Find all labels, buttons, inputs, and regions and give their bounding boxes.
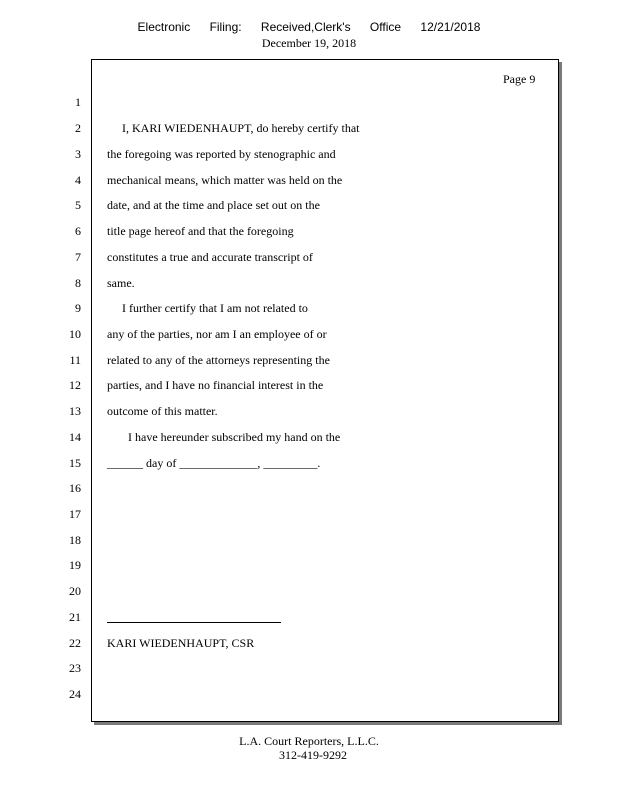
transcript-line: date, and at the time and place set out on the [107, 198, 320, 212]
line-number: 7 [75, 250, 81, 264]
line-number: 20 [69, 584, 81, 598]
electronic-filing-stamp [0, 20, 618, 34]
line-number: 11 [69, 353, 81, 367]
signature-line [107, 622, 281, 623]
transcript-line: I further certify that I am not related to [107, 301, 308, 315]
line-number: 9 [75, 301, 81, 315]
transcript-line: outcome of this matter. [107, 404, 218, 418]
line-number: 15 [69, 456, 81, 470]
line-number: 6 [75, 224, 81, 238]
filing-office: Office [369, 20, 402, 34]
line-number: 5 [75, 198, 81, 212]
line-number: 14 [69, 430, 81, 444]
filing-date: 12/21/2018 [420, 20, 481, 34]
line-number: 10 [69, 327, 81, 341]
line-number: 12 [69, 378, 81, 392]
line-number: 1 [75, 95, 81, 109]
filing-label: Filing: [209, 20, 242, 34]
transcript-line: title page hereof and that the foregoing [107, 224, 294, 238]
transcript-line: related to any of the attorneys representing the [107, 353, 330, 367]
filing-electronic: Electronic [137, 20, 191, 34]
transcript-line: mechanical means, which matter was held on the [107, 173, 343, 187]
filing-received: Received,Clerk's [260, 20, 351, 34]
line-number: 21 [69, 610, 81, 624]
line-number: 22 [69, 636, 81, 650]
line-number: 19 [69, 558, 81, 572]
line-number: 2 [75, 121, 81, 135]
transcript-line: any of the parties, nor am I an employee of or [107, 327, 327, 341]
line-number: 13 [69, 404, 81, 418]
reporter-name: KARI WIEDENHAUPT, CSR [107, 636, 255, 650]
line-number: 4 [75, 173, 81, 187]
transcript-line: I have hereunder subscribed my hand on the [107, 430, 341, 444]
transcript-line: the foregoing was reported by stenographic and [107, 147, 336, 161]
line-number: 17 [69, 507, 81, 521]
line-number: 18 [69, 533, 81, 547]
line-number: 16 [69, 481, 81, 495]
transcript-line: I, KARI WIEDENHAUPT, do hereby certify that [107, 121, 360, 135]
transcript-date: December 19, 2018 [261, 36, 357, 50]
date-fill-in-line: ______ day of _____________, _________. [107, 456, 321, 470]
page-number: Page 9 [503, 72, 536, 86]
footer-company: L.A. Court Reporters, L.L.C. [239, 734, 379, 748]
line-number: 23 [69, 661, 81, 675]
footer-phone: 312-419-9292 [279, 748, 347, 762]
line-number: 3 [75, 147, 81, 161]
line-number: 8 [75, 276, 81, 290]
line-number: 24 [69, 687, 81, 701]
transcript-line: parties, and I have no financial interest in the [107, 378, 324, 392]
transcript-line: constitutes a true and accurate transcript of [107, 250, 313, 264]
transcript-line: same. [107, 276, 135, 290]
